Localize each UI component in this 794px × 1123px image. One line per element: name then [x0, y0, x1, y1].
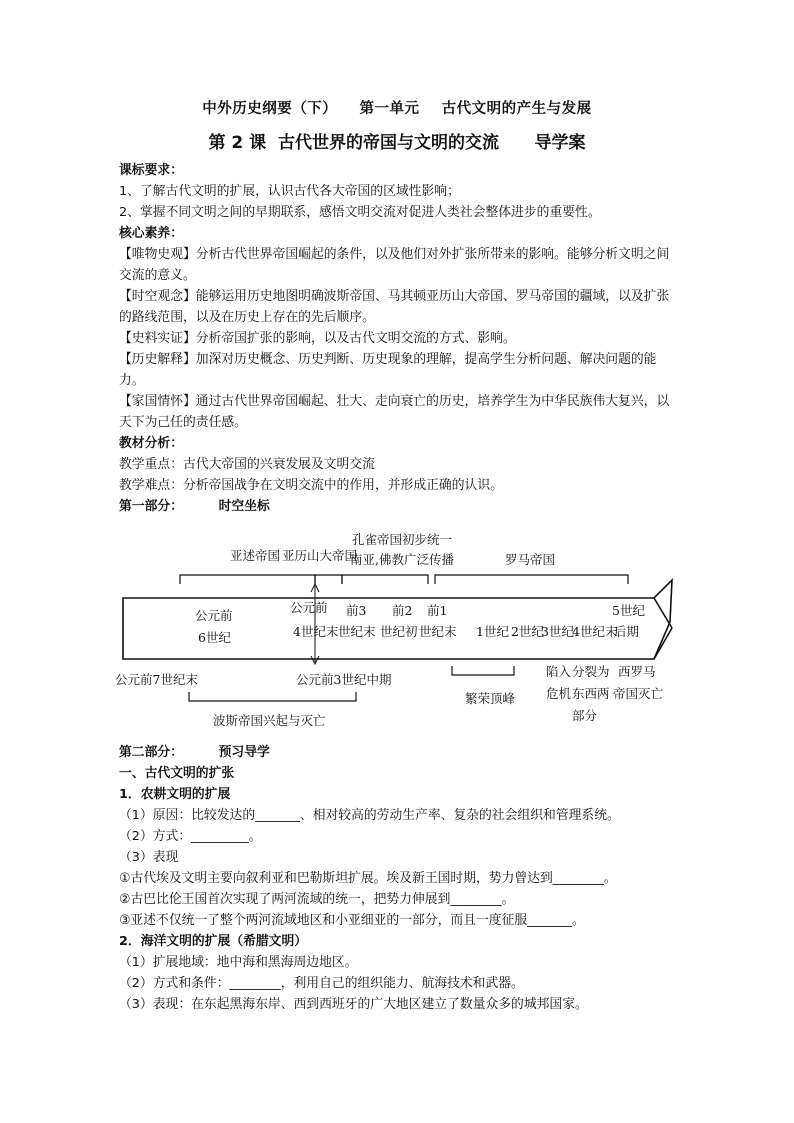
part2-heading: 第二部分： 预习导学 [119, 745, 270, 760]
tick-bc1: 前1 [427, 603, 448, 618]
question-line: ③亚述不仅统一了整个两河流域地区和小亚细亚的一部分，而且一度征服_______。 [119, 913, 585, 928]
label-persia: 波斯帝国兴起与灭亡 [213, 713, 326, 728]
tick-bc2: 世纪初 [380, 624, 418, 639]
part2-section [119, 742, 679, 1015]
tick-bc4: 4世纪末 [293, 624, 339, 639]
tick-bc3: 世纪末 [338, 624, 376, 639]
label-peacock-1: 孔雀帝国初步统一 [352, 532, 453, 547]
label-alexander: 亚历山大帝国 [282, 548, 358, 563]
standard-item: 1、了解古代文明的扩展，认识古代各大帝国的区域性影响； [119, 184, 460, 199]
course-header: 中外历史纲要（下） 第一单元 古代文明的产生与发展 [202, 101, 592, 117]
question-line: （1）原因：比较发达的_______、相对较高的劳动生产率、复杂的社会组织和管理系统。 [119, 808, 620, 823]
peacock-bracket [342, 575, 428, 584]
question-line: （2）方式和条件：________，利用自己的组织能力、航海技术和武器。 [119, 976, 524, 991]
label-split: 东西两 [572, 686, 610, 701]
timeline-diagram [110, 520, 690, 750]
analysis-item: 教学难点：分析帝国战争在文明交流中的作用，并形成正确的认识。 [119, 478, 503, 493]
label-assyria: 亚述帝国 [230, 548, 281, 563]
question-line: （2）方式：_________。 [119, 829, 262, 844]
question-line: （1）扩展地域：地中海和黑海周边地区。 [119, 955, 358, 970]
literacy-item: 【时空观念】能够运用历史地图明确波斯帝国、马其顿亚历山大帝国、罗马帝国的疆域，以及扩张的路线范围，以及在历史上存在的先后顺序。 [119, 289, 670, 325]
lesson-title: 第 2 课 古代世界的帝国与文明的交流 导学案 [208, 133, 586, 153]
literacy-item: 【历史解释】加深对历史概念、历史判断、历史现象的理解，提高学生分析问题、解决问题的能力。 [119, 352, 657, 388]
assyria-bracket [180, 575, 315, 584]
intro-section [119, 160, 679, 517]
label-split: 部分 [572, 708, 598, 723]
alexander-bracket [315, 575, 342, 584]
label-peak: 繁荣顶峰 [465, 691, 516, 706]
tick-bc4: 公元前 [290, 600, 328, 615]
question-line: （3）表现 [119, 850, 179, 865]
literacy-item: 【史料实证】分析帝国扩张的影响，以及古代文明交流的方式、影响。 [119, 331, 516, 346]
label-rome: 罗马帝国 [505, 552, 556, 567]
tick-ad5: 后期 [614, 624, 640, 639]
rome-bracket [435, 575, 628, 584]
tick-bc2: 前2 [392, 603, 413, 618]
label-crisis: 危机 [546, 686, 572, 701]
tick-ad2: 2世纪 [511, 624, 544, 639]
tick-bc3: 前3 [346, 603, 367, 618]
label-split: 分裂为 [572, 664, 610, 679]
tick-bc6: 公元前 [195, 608, 233, 623]
persia-bracket [189, 692, 356, 701]
subsection-heading: 2．海洋文明的扩展（希腊文明） [119, 934, 308, 949]
section-heading: 一、古代文明的扩张 [119, 766, 235, 781]
tick-ad4: 4世纪末 [572, 624, 618, 639]
label-fall: 帝国灭亡 [613, 686, 664, 701]
question-line: （3）表现：在东起黑海东岸、西到西班牙的广大地区建立了数量众多的城邦国家。 [119, 997, 588, 1012]
literacy-item: 【唯物史观】分析古代世界帝国崛起的条件，以及他们对外扩张所带来的影响。能够分析文明之间交流的意义。 [119, 247, 670, 283]
tick-bc6: 6世纪 [198, 630, 231, 645]
tick-ad1: 1世纪 [476, 624, 509, 639]
label-bc3mid: 公元前3世纪中期 [296, 672, 392, 687]
question-line: ①古代埃及文明主要向叙利亚和巴勒斯坦扩展。埃及新王国时期，势力曾达到________。 [119, 871, 617, 886]
peak-bracket [452, 666, 514, 675]
analysis-item: 教学重点：古代大帝国的兴衰发展及文明交流 [119, 457, 375, 472]
analysis-heading: 教材分析： [119, 436, 183, 451]
literacy-item: 【家国情怀】通过古代世界帝国崛起、壮大、走向衰亡的历史，培养学生为中华民族伟大复兴，以天下为己任的责任感。 [119, 394, 670, 430]
tick-ad3: 3世纪 [541, 624, 574, 639]
part1-heading: 第一部分： 时空坐标 [119, 499, 270, 514]
subsection-heading: 1．农耕文明的扩展 [119, 787, 231, 802]
label-fall: 西罗马 [618, 664, 656, 679]
label-bc7: 公元前7世纪末 [115, 672, 198, 687]
tick-ad5: 5世纪 [612, 603, 645, 618]
question-line: ②古巴比伦王国首次实现了两河流域的统一，把势力伸展到________。 [119, 892, 515, 907]
literacy-heading: 核心素养： [119, 226, 183, 241]
standard-item: 2、掌握不同文明之间的早期联系，感悟文明交流对促进人类社会整体进步的重要性。 [119, 205, 601, 220]
label-crisis: 陷入 [546, 664, 572, 679]
standards-heading: 课标要求： [119, 163, 183, 178]
label-peacock-2: 南亚,佛教广泛传播 [350, 552, 454, 567]
tick-bc1: 世纪末 [419, 624, 457, 639]
